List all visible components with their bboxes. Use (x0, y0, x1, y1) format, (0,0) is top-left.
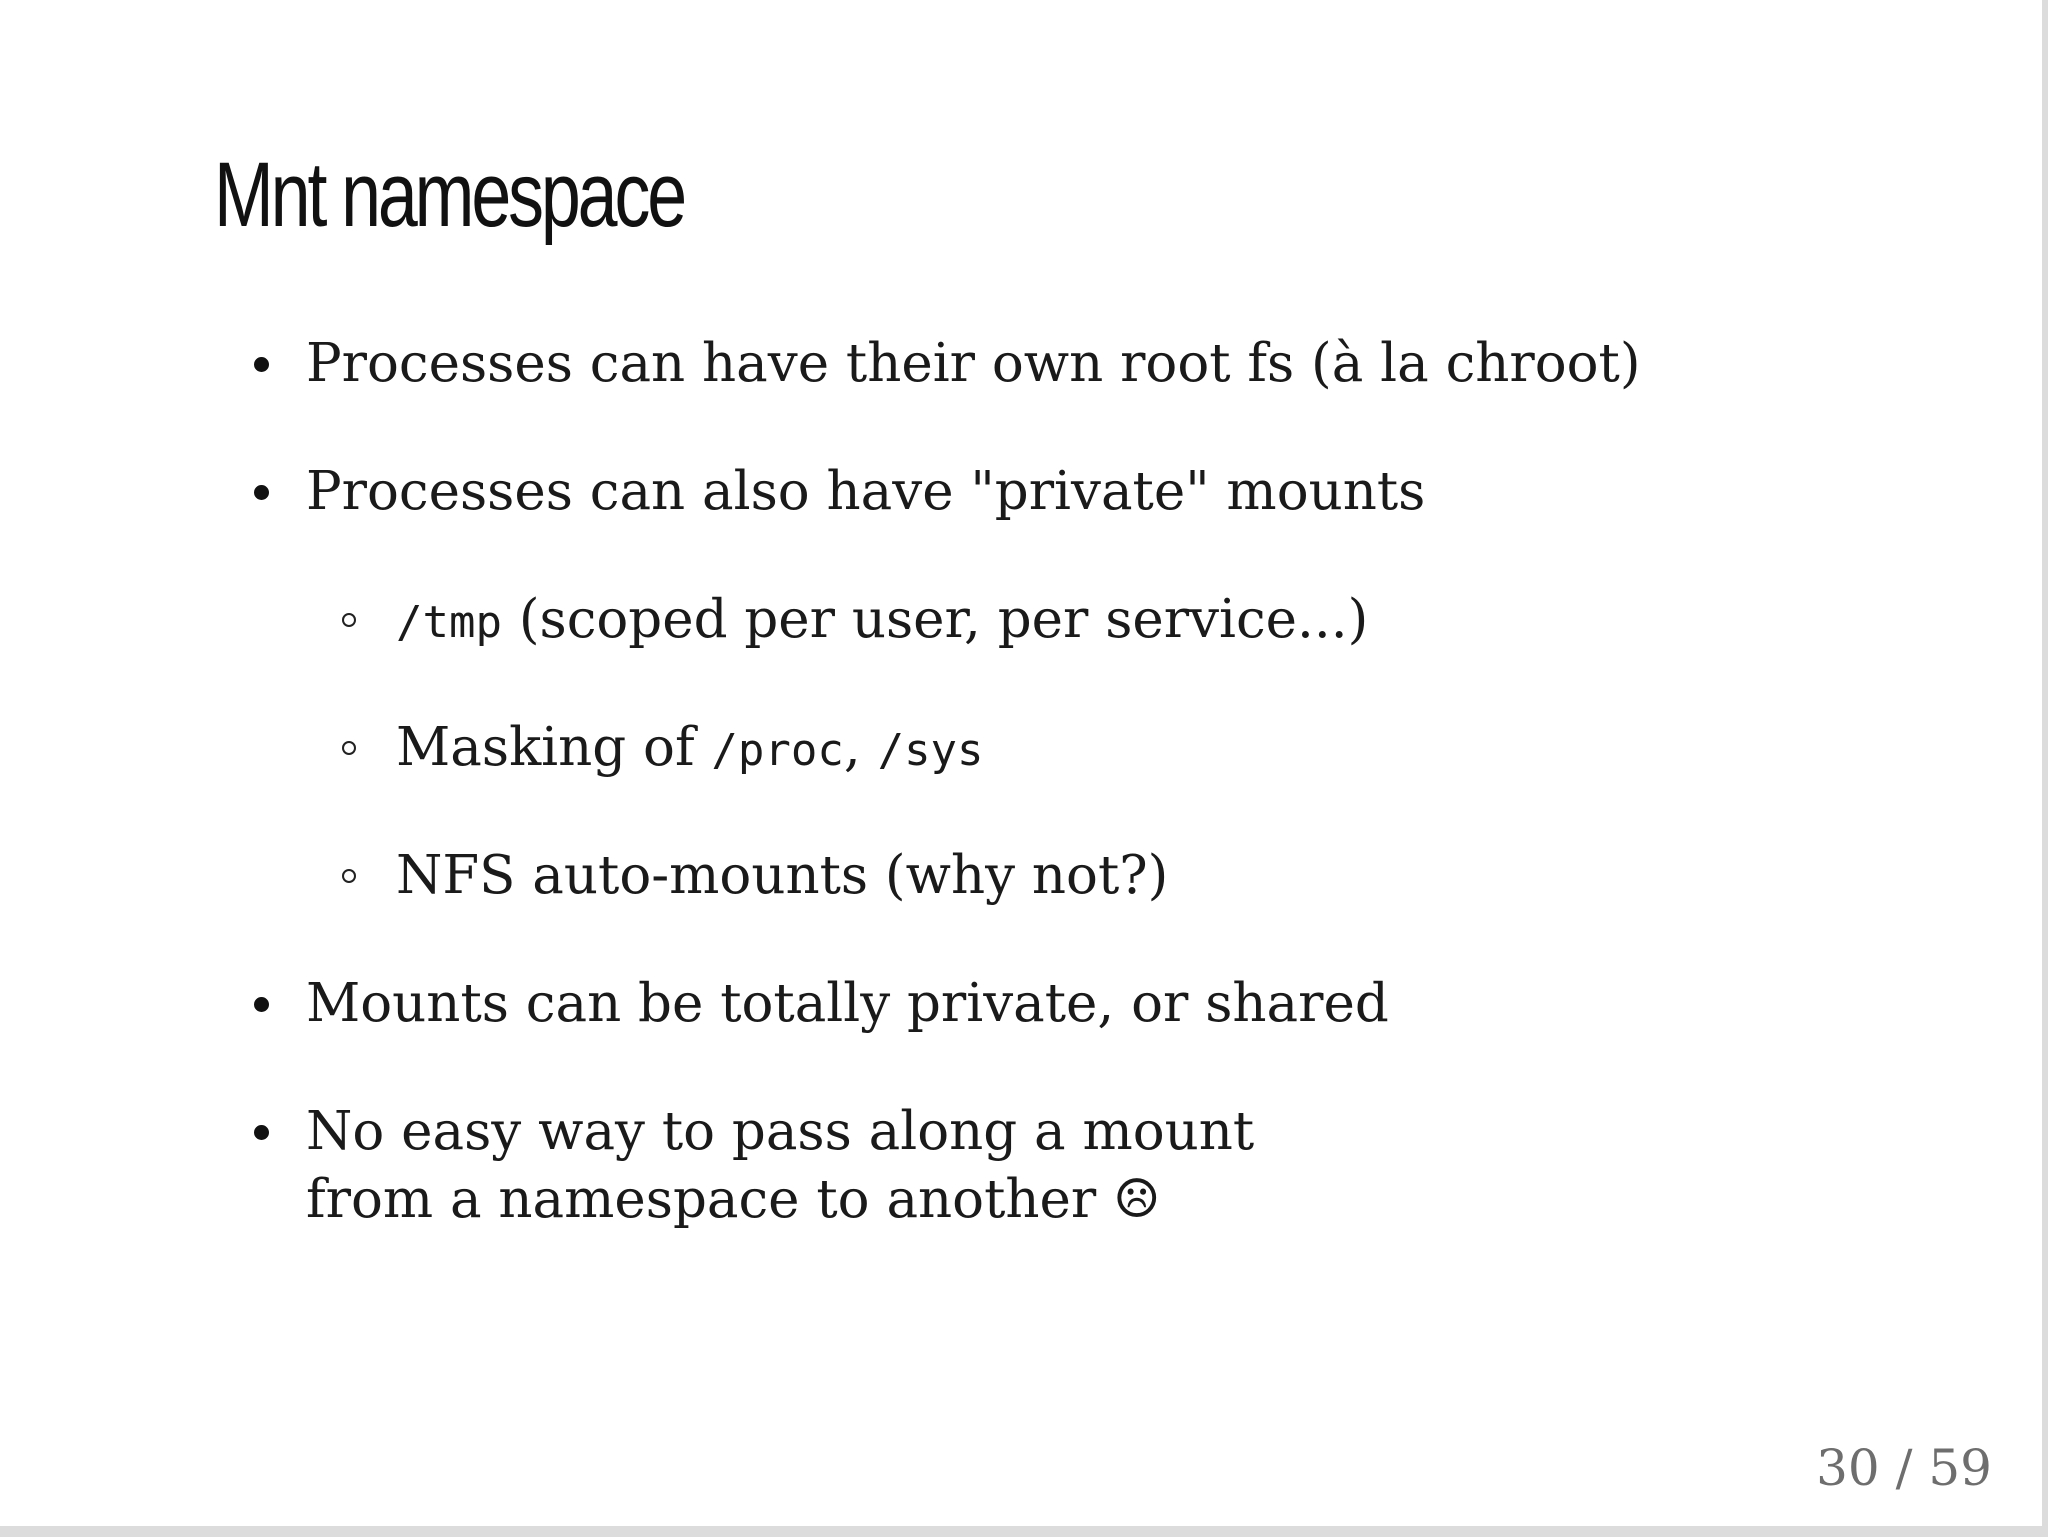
separator-text: , (843, 717, 878, 778)
bullet-text: Processes can have their own root fs (à la chroot) (306, 333, 1641, 394)
bullet-item (306, 970, 1389, 1038)
bullet-circle-icon (342, 613, 356, 627)
bullet-text-line: from a namespace to another ☹ (306, 1169, 1161, 1230)
bullet-dot-icon (254, 485, 269, 500)
bullet-item (306, 458, 1425, 526)
bullet-text: Processes can also have "private" mounts (306, 461, 1426, 522)
bullet-item (306, 1098, 1254, 1234)
bullet-dot-icon (254, 357, 269, 372)
page-counter (1816, 1438, 1992, 1498)
sub-bullet-item (396, 842, 1168, 910)
bullet-circle-icon (342, 741, 356, 755)
bullet-dot-icon (254, 1125, 269, 1140)
sub-bullet-text: (scoped per user, per service...) (501, 589, 1369, 650)
code-path: /sys (877, 725, 984, 776)
code-path: /tmp (396, 597, 502, 648)
sub-bullet-text: NFS auto-mounts (why not?) (396, 845, 1169, 906)
bullet-item (306, 330, 1641, 398)
sub-bullet-item (396, 714, 984, 785)
sub-bullet-item (396, 586, 1368, 657)
total-pages: 59 (1928, 1439, 1992, 1497)
bullet-text-line: No easy way to pass along a mount (306, 1101, 1255, 1162)
bullet-circle-icon (342, 869, 356, 883)
slide-title: Mnt namespace (214, 144, 684, 246)
page-separator: / (1879, 1439, 1929, 1497)
bullet-dot-icon (254, 997, 269, 1012)
code-path: /proc (711, 725, 844, 776)
bullet-text: Mounts can be totally private, or shared (306, 973, 1389, 1034)
sub-bullet-text: Masking of (396, 717, 712, 778)
current-page: 30 (1816, 1439, 1880, 1497)
